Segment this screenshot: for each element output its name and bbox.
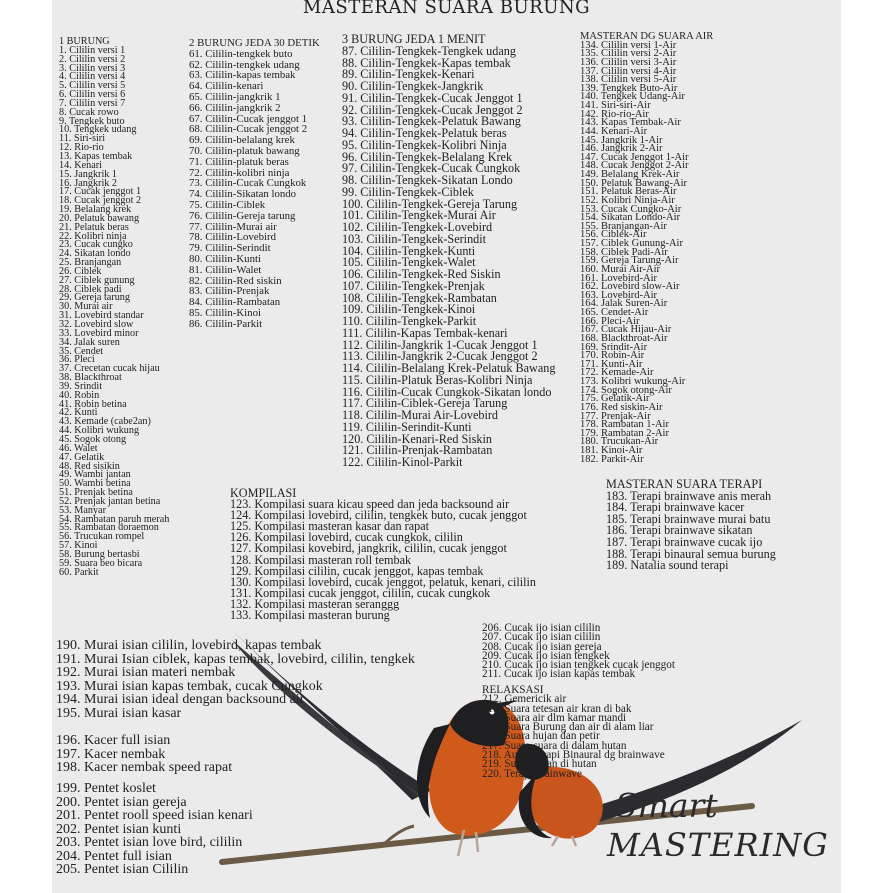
- list-item: 185. Terapi brainwave murai batu: [606, 511, 771, 526]
- list-item: 62. Cililin-tengkek udang: [189, 58, 300, 71]
- list-item: 1. Cililin versi 1: [59, 44, 126, 56]
- list-item: 18. Cucak jenggot 2: [59, 195, 142, 207]
- list-item: 60. Parkit: [59, 566, 99, 578]
- list-item: 51. Prenjak betina: [59, 487, 133, 499]
- list-item: 115. Cililin-Platuk Beras-Kolibri Ninja: [342, 372, 533, 387]
- list-item: 48. Red sisikin: [59, 460, 120, 472]
- list-item: 114. Cililin-Belalang Krek-Pelatuk Bawang: [342, 361, 556, 375]
- list-item: 192. Murai isian materi nembak: [56, 665, 236, 680]
- list-cucak-ijo: [482, 624, 675, 680]
- list-item: 211. Cucak ijo isian kapas tembak: [482, 668, 636, 681]
- list-item: 45. Sogok otong: [59, 433, 127, 445]
- list-item: 134. Cililin versi 1-Air: [580, 39, 677, 51]
- list-item: 143. Kapas Tembak-Air: [580, 117, 681, 129]
- list-item: 132. Kompilasi masteran seranggg: [230, 596, 400, 611]
- list-item: 171. Kunti-Air: [580, 358, 643, 370]
- list-item: 40. Robin: [59, 389, 100, 401]
- list-item: 85. Cililin-Kinoi: [189, 306, 261, 319]
- list-item: 128. Kompilasi masteran roll tembak: [230, 552, 412, 567]
- list-item: 22. Kolibri ninja: [59, 230, 127, 242]
- list-item: 156. Ciblek-Air: [580, 229, 647, 241]
- list-item: 212. Gemericik air: [482, 693, 567, 706]
- list-item: 68. Cililin-Cucak jenggot 2: [189, 123, 308, 136]
- list-item: 184. Terapi brainwave kacer: [606, 500, 745, 515]
- list-item: 174. Sogok otong-Air: [580, 384, 672, 396]
- list-item: 106. Cililin-Tengkek-Red Siskin: [342, 267, 501, 281]
- list-item: 207. Cucak ijo isian cililin: [482, 631, 601, 644]
- list-item: 27. Ciblek gunung: [59, 274, 135, 286]
- list-item: 104. Cililin-Tengkek-Kunti: [342, 243, 476, 258]
- list-kompilasi: [230, 488, 536, 621]
- list-item: 58. Burung bertasbi: [59, 548, 140, 560]
- list-item: 30. Murai air: [59, 301, 113, 313]
- price-list-sheet: [52, 0, 841, 893]
- list-item: 31. Lovebird standar: [59, 310, 144, 322]
- list-item: 140. Tengkek Udang-Air: [580, 91, 685, 103]
- list-item: 139. Tengkek Buto-Air: [580, 82, 678, 94]
- list-item: 208. Cucak ijo isian gereja: [482, 640, 602, 653]
- list-item: 148. Cucak Jenggot 2-Air: [580, 160, 689, 172]
- list-item: 19. Belalang krek: [59, 204, 132, 216]
- list-item: 2 BURUNG JEDA 30 DETIK: [189, 37, 320, 49]
- list-item: 63. Cililin-kapas tembak: [189, 69, 296, 82]
- list-item: 126. Kompilasi lovebird, cucak cungkok, cililin: [230, 530, 463, 545]
- list-item: 33. Lovebird minor: [59, 327, 139, 339]
- list-item: 10. Tengkek udang: [59, 124, 137, 136]
- list-murai: [56, 639, 415, 720]
- list-item: 168. Blackthroat-Air: [580, 332, 668, 344]
- list-item: 206. Cucak ijo isian cililin: [482, 622, 601, 634]
- list-item: 183. Terapi brainwave anis merah: [606, 488, 772, 503]
- list-item: 57. Kinoi: [59, 540, 98, 552]
- list-item: 23. Cucak cungko: [59, 239, 133, 251]
- list-item: 210. Cucak ijo isian tengkek cucak jenggot: [482, 659, 675, 672]
- list-item: 98. Cililin-Tengkek-Sikatan Londo: [342, 173, 513, 187]
- list-relaksasi: [482, 686, 665, 779]
- list-item: 37. Crecetan cucak hijau: [59, 363, 160, 375]
- list-item: 129. Kompilasi cililin, cucak jenggot, kapas tembak: [230, 563, 484, 578]
- list-item: 204. Pentet full isian: [56, 848, 172, 864]
- list-item: 9. Tengkek buto: [59, 115, 125, 127]
- list-item: 175. Gelatik-Air: [580, 393, 650, 405]
- list-item: 81. Cililin-Walet: [189, 263, 262, 276]
- list-item: 17. Cucak jenggot 1: [59, 186, 142, 198]
- list-item: 172. Kemade-Air: [580, 367, 654, 379]
- list-item: 91. Cililin-Tengkek-Cucak Jenggot 1: [342, 90, 523, 105]
- section-heading: MASTERAN SUARA TERAPI: [606, 477, 763, 491]
- list-item: 182. Parkit-Air: [580, 453, 644, 465]
- list-item: 201. Pentet rooll speed isian kenari: [56, 808, 253, 823]
- list-item: 146. Jangkrik 2-Air: [580, 143, 663, 155]
- list-item: 137. Cililin versi 4-Air: [580, 65, 677, 77]
- list-item: 178. Rambatan 1-Air: [580, 419, 669, 431]
- list-item: 64. Cililin-kenari: [189, 80, 264, 93]
- list-item: 186. Terapi brainwave sikatan: [606, 523, 753, 538]
- list-kacer: [56, 734, 232, 775]
- list-item: 111. Cililin-Kapas Tembak-kenari: [342, 325, 508, 340]
- list-item: 6. Cililin versi 6: [59, 89, 126, 101]
- list-item: 103. Cililin-Tengkek-Serindit: [342, 231, 487, 246]
- list-item: 21. Pelatuk beras: [59, 221, 129, 233]
- list-item: 5. Cililin versi 5: [59, 80, 126, 92]
- list-item: 130. Kompilasi lovebird, cucak jenggot, pelatuk, kenari, cililin: [230, 574, 536, 589]
- list-item: 116. Cililin-Cucak Cungkok-Sikatan londo: [342, 384, 552, 399]
- list-item: 8. Cucak rowo: [59, 106, 119, 118]
- list-item: 157. Ciblek Gunung-Air: [580, 238, 683, 249]
- list-item: 205. Pentet isian Cililin: [56, 862, 189, 877]
- list-item: 92. Cililin-Tengkek-Cucak Jenggot 2: [342, 102, 523, 117]
- list-item: 76. Cililin-Gereja tarung: [189, 209, 296, 222]
- list-item: 69. Cililin-belalang krek: [189, 134, 295, 147]
- list-item: 113. Cililin-Jangkrik 2-Cucak Jenggot 2: [342, 349, 538, 364]
- list-item: 75. Cililin-Ciblek: [189, 198, 266, 211]
- list-item: 66. Cililin-jangkrik 2: [189, 101, 281, 114]
- list-item: 96. Cililin-Tengkek-Belalang Krek: [342, 149, 513, 164]
- list-item: 112. Cililin-Jangkrik 1-Cucak Jenggot 1: [342, 337, 538, 352]
- list-item: 14. Kenari: [59, 159, 102, 171]
- list-item: 4. Cililin versi 4: [59, 71, 126, 83]
- list-item: 193. Murai isian kapas tembak, cucak Cungkok: [56, 678, 323, 694]
- list-item: 181. Kinoi-Air: [580, 445, 643, 456]
- list-item: 120. Cililin-Kenari-Red Siskin: [342, 431, 492, 446]
- list-item: 118. Cililin-Murai Air-Lovebird: [342, 408, 499, 422]
- list-2-burung-jeda-30: [189, 38, 320, 330]
- list-item: 71. Cililin-platuk beras: [189, 155, 289, 168]
- list-item: 41. Robin betina: [59, 398, 127, 410]
- list-item: 20. Pelatuk bawang: [59, 212, 140, 224]
- list-suara-air: [580, 33, 713, 464]
- list-item: 102. Cililin-Tengkek-Lovebird: [342, 220, 493, 234]
- list-item: 200. Pentet isian gereja: [56, 794, 187, 810]
- list-item: 110. Cililin-Tengkek-Parkit: [342, 314, 477, 328]
- list-item: 82. Cililin-Red siskin: [189, 274, 282, 287]
- list-item: 196. Kacer full isian: [56, 733, 171, 748]
- list-item: 7. Cililin versi 7: [59, 97, 126, 109]
- list-item: 180. Trucukan-Air: [580, 436, 659, 448]
- list-item: 173. Kolibri wukung-Air: [580, 376, 686, 387]
- list-item: 78. Cililin-Lovebird: [189, 231, 276, 244]
- list-item: 135. Cililin versi 2-Air: [580, 48, 677, 60]
- list-item: 1 BURUNG: [59, 36, 110, 47]
- list-item: 38. Blackthroat: [59, 372, 122, 384]
- list-item: 150. Pelatuk Bawang-Air: [580, 177, 688, 189]
- list-item: 3 BURUNG JEDA 1 MENIT: [342, 32, 486, 46]
- list-item: 56. Trucukan rompel: [59, 531, 145, 543]
- list-item: 28. Ciblek padi: [59, 283, 122, 295]
- list-item: 167. Cucak Hijau-Air: [580, 324, 672, 336]
- list-item: 218. Audio terapi Binaural dg brainwave: [482, 749, 665, 762]
- list-item: 95. Cililin-Tengkek-Kolibri Ninja: [342, 137, 507, 152]
- list-item: 142. Rio-rio-Air: [580, 108, 649, 120]
- list-item: 194. Murai isian ideal dengan backsound air: [56, 692, 305, 707]
- list-item: 197. Kacer nembak: [56, 746, 166, 762]
- list-item: 149. Belalang Krek-Air: [580, 169, 680, 180]
- list-item: 67. Cililin-Cucak jenggot 1: [189, 112, 308, 125]
- section-heading: KOMPILASI: [230, 486, 297, 500]
- list-item: 61. Cililin-tengkek buto: [189, 47, 293, 60]
- list-item: 25. Branjangan: [59, 257, 122, 269]
- list-item: 2. Cililin versi 2: [59, 53, 126, 65]
- list-item: 164. Jalak Suren-Air: [580, 298, 668, 310]
- list-item: 87. Cililin-Tengkek-Tengkek udang: [342, 43, 516, 58]
- list-item: 47. Gelatik: [59, 451, 105, 463]
- list-item: 203. Pentet isian love bird, cililin: [56, 835, 243, 850]
- list-item: 80. Cililin-Kunti: [189, 252, 261, 265]
- list-item: 93. Cililin-Tengkek-Pelatuk Bawang: [342, 114, 521, 129]
- list-item: 215. Suara Burung dan air di alam liar: [482, 721, 654, 734]
- logo-mastering: MASTERING: [607, 826, 829, 864]
- section-heading: RELAKSASI: [482, 684, 544, 696]
- list-item: 94. Cililin-Tengkek-Pelatuk beras: [342, 126, 507, 140]
- list-item: 29. Gereja tarung: [59, 292, 130, 304]
- list-item: 59. Suara beo bicara: [59, 557, 143, 569]
- list-item: 105. Cililin-Tengkek-Walet: [342, 255, 476, 270]
- list-item: 189. Natalia sound terapi: [606, 558, 729, 573]
- list-item: 191. Murai Isian ciblek, kapas tembak, lovebird, cililin, tengkek: [56, 651, 415, 667]
- logo-smart: Smart: [615, 786, 718, 825]
- list-item: 43. Kemade (cabe2an): [59, 416, 151, 428]
- list-item: 100. Cililin-Tengkek-Gereja Tarung: [342, 196, 518, 211]
- list-item: 73. Cililin-Cucak Cungkok: [189, 177, 307, 190]
- list-item: 160. Murai Air-Air: [580, 263, 660, 275]
- list-item: 74. Cililin-Sikatan londo: [189, 188, 297, 201]
- list-item: 162. Lovebird slow-Air: [580, 281, 680, 293]
- list-item: 42. Kunti: [59, 407, 98, 419]
- list-item: 97. Cililin-Tengkek-Cucak Cungkok: [342, 161, 521, 176]
- list-item: 109. Cililin-Tengkek-Kinoi: [342, 302, 476, 317]
- list-item: 35. Cendet: [59, 345, 104, 357]
- list-item: 16. Jangkrik 2: [59, 177, 118, 189]
- list-item: 220. Terapi brainwave: [482, 767, 582, 780]
- list-3-burung-jeda-1-menit: [342, 34, 555, 469]
- list-item: 53. Manyar: [59, 504, 106, 516]
- list-item: 77. Cililin-Murai air: [189, 220, 277, 233]
- list-item: 131. Kompilasi cucak jenggot, cililin, cucak cungkok: [230, 585, 491, 600]
- list-item: 39. Srindit: [59, 380, 103, 392]
- list-item: 121. Cililin-Prenjak-Rambatan: [342, 443, 493, 458]
- list-item: 199. Pentet koslet: [56, 781, 156, 796]
- list-item: 155. Branjangan-Air: [580, 220, 667, 232]
- list-item: 52. Prenjak jantan betina: [59, 495, 161, 507]
- list-item: 144. Kenari-Air: [580, 125, 648, 137]
- list-item: 119. Cililin-Serindit-Kunti: [342, 419, 472, 434]
- list-item: 50. Wambi betina: [59, 478, 131, 490]
- list-item: 165. Cendet-Air: [580, 307, 649, 318]
- list-item: 123. Kompilasi suara kicau speed dan jeda backsound air: [230, 497, 510, 512]
- list-item: 190. Murai isian cililin, lovebird, kapas tembak: [56, 638, 322, 653]
- list-item: 12. Rio-rio: [59, 142, 104, 154]
- list-item: 49. Wambi jantan: [59, 469, 131, 481]
- list-item: 152. Kolibri Ninja-Air: [580, 194, 675, 206]
- list-item: 13. Kapas tembak: [59, 150, 133, 162]
- list-item: 44. Kolibri wukung: [59, 425, 140, 437]
- list-item: 88. Cililin-Tengkek-Kapas tembak: [342, 55, 511, 70]
- list-item: 213. Suara tetesan air kran di bak: [482, 702, 632, 715]
- list-item: 151. Pelatuk Beras-Air: [580, 186, 677, 198]
- list-item: 125. Kompilasi masteran kasar dan rapat: [230, 519, 429, 534]
- list-item: 32. Lovebird slow: [59, 319, 134, 330]
- list-item: 11. Siri-siri: [59, 133, 106, 145]
- list-item: 86. Cililin-Parkit: [189, 317, 263, 330]
- list-item: 84. Cililin-Rambatan: [189, 296, 281, 309]
- list-item: 127. Kompilasi kovebird, jangkrik, cililin, cucak jenggot: [230, 541, 507, 556]
- list-item: 26. Ciblek: [59, 265, 102, 277]
- list-item: 108. Cililin-Tengkek-Rambatan: [342, 290, 497, 305]
- list-item: 117. Cililin-Ciblek-Gereja Tarung: [342, 396, 508, 411]
- list-1-burung: [59, 38, 169, 577]
- list-suara-terapi: [606, 479, 776, 572]
- list-item: 90. Cililin-Tengkek-Jangkrik: [342, 79, 484, 93]
- list-item: 54. Rambatan paruh merah: [59, 513, 170, 525]
- list-item: 188. Terapi binaural semua burung: [606, 546, 776, 561]
- list-item: 15. Jangkrik 1: [59, 168, 118, 180]
- list-item: 3. Cililin versi 3: [59, 62, 126, 74]
- list-item: 34. Jalak suren: [59, 336, 120, 348]
- list-item: 65. Cililin-jangkrik 1: [189, 90, 281, 103]
- list-item: 198. Kacer nembak speed rapat: [56, 760, 233, 775]
- list-item: 79. Cililin-Serindit: [189, 242, 271, 255]
- list-item: 133. Kompilasi masteran burung: [230, 608, 390, 623]
- list-item: 55. Rambatan doraemon: [59, 522, 159, 534]
- list-item: 124. Kompilasi lovebird, cililin, tengkek buto, cucak jenggot: [230, 508, 527, 523]
- list-item: 176. Red siskin-Air: [580, 401, 663, 413]
- list-item: 217. Suara-suara di dalam hutan: [482, 739, 627, 752]
- list-item: 195. Murai isian kasar: [56, 705, 182, 721]
- list-item: 177. Prenjak-Air: [580, 410, 651, 422]
- list-item: 24. Sikatan londo: [59, 248, 131, 260]
- list-item: 72. Cililin-kolibri ninja: [189, 166, 290, 179]
- list-item: 214. Suara air dlm kamar mandi: [482, 711, 627, 724]
- list-item: 209. Cucak ijo isian tengkek: [482, 649, 610, 662]
- list-item: 46. Walet: [59, 442, 98, 454]
- list-item: 169. Srindit-Air: [580, 341, 648, 353]
- list-item: 158. Ciblek Padi-Air: [580, 246, 668, 258]
- list-item: 202. Pentet isian kunti: [56, 821, 182, 837]
- list-pentet: [56, 782, 253, 877]
- list-item: 163. Lovebird-Air: [580, 289, 657, 301]
- list-item: 170. Robin-Air: [580, 350, 645, 362]
- list-item: 179. Rambatan 2-Air: [580, 427, 669, 439]
- list-item: 153. Cucak Cungko-Air: [580, 203, 682, 215]
- list-item: 99. Cililin-Tengkek-Ciblek: [342, 184, 474, 199]
- list-item: 141. Siri-siri-Air: [580, 100, 651, 111]
- list-item: 187. Terapi brainwave cucak ijo: [606, 534, 763, 549]
- list-item: 136. Cililin versi 3-Air: [580, 56, 677, 68]
- list-item: 219. Suara hujan di hutan: [482, 758, 597, 771]
- list-item: 122. Cililin-Kinol-Parkit: [342, 455, 463, 469]
- list-item: 145. Jangkrik 1-Air: [580, 134, 663, 146]
- list-item: 107. Cililin-Tengkek-Prenjak: [342, 278, 485, 293]
- list-item: 159. Gereja Tarung-Air: [580, 255, 679, 267]
- list-item: 154. Sikatan Londo-Air: [580, 212, 681, 224]
- section-heading: MASTERAN DG SUARA AIR: [580, 31, 714, 42]
- list-item: 89. Cililin-Tengkek-Kenari: [342, 67, 475, 82]
- page-title: MASTERAN SUARA BURUNG: [302, 0, 591, 18]
- list-item: 161. Lovebird-Air: [580, 272, 657, 284]
- list-item: 166. Pleci-Air: [580, 315, 640, 327]
- list-item: 147. Cucak Jenggot 1-Air: [580, 151, 689, 163]
- list-item: 70. Cililin-platuk bawang: [189, 144, 300, 157]
- list-item: 36. Pleci: [59, 354, 95, 366]
- list-item: 216. Suara hujan dan petir: [482, 730, 600, 743]
- list-item: 101. Cililin-Tengkek-Murai Air: [342, 208, 496, 223]
- list-item: 138. Cililin versi 5-Air: [580, 74, 677, 86]
- list-item: 83. Cililin-Prenjak: [189, 285, 270, 298]
